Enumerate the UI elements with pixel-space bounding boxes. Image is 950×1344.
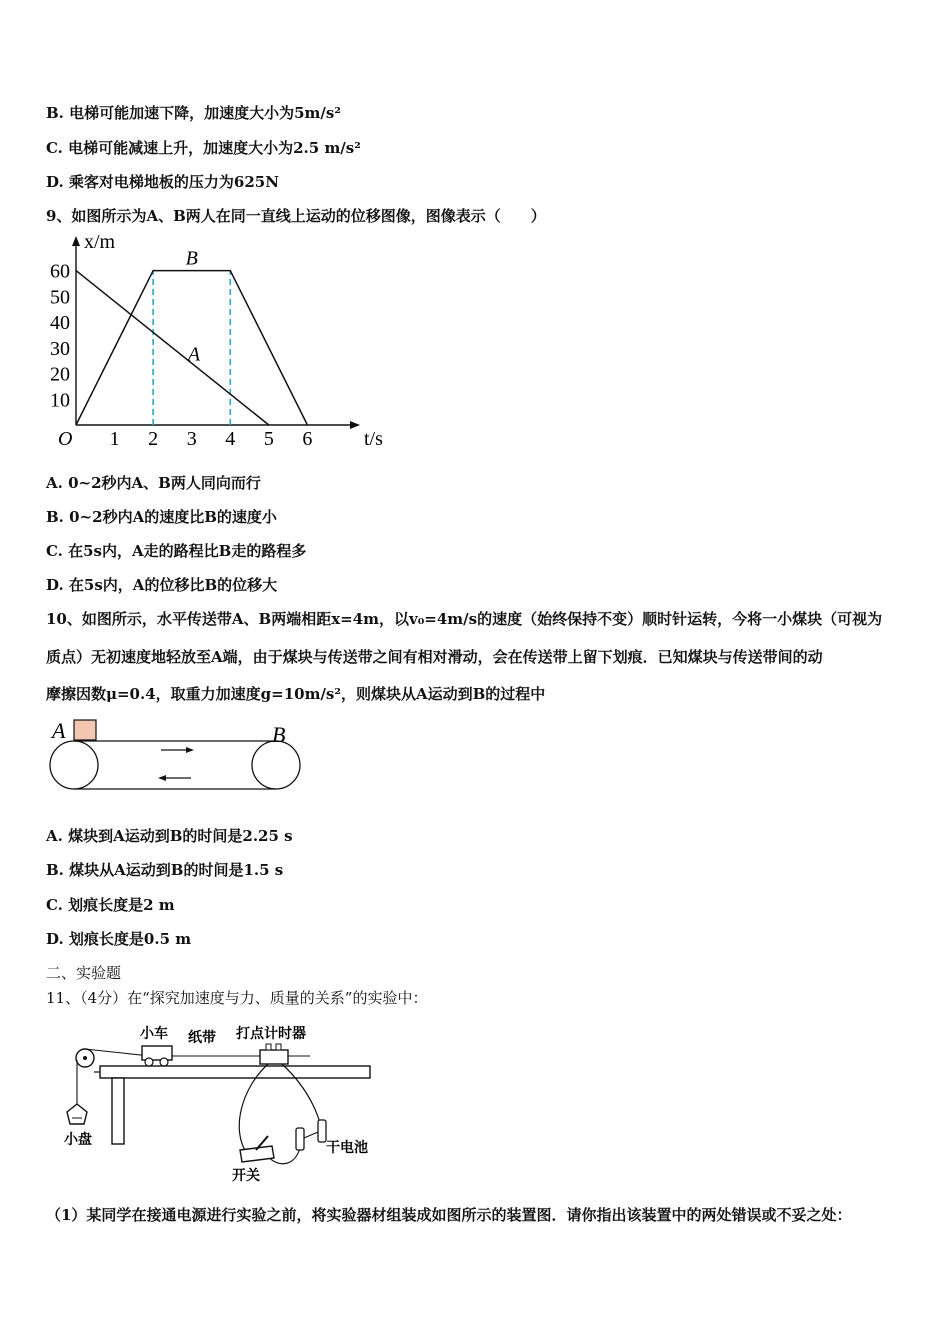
q9-axes [58,231,383,450]
label-timer: 打点计时器 [236,1027,306,1042]
conveyor-belt-figure [46,712,306,802]
x-tick-label: 5 [263,428,274,450]
y-tick-label: 30 [50,337,70,360]
table-leg [112,1078,124,1144]
q11-stem: 11、（4分）在“探究加速度与力、质量的关系”的实验中： [46,989,428,1007]
y-tick-label: 40 [50,312,70,335]
q10-stem-line3: 摩擦因数μ=0.4，取重力加速度g=10m/s²，则煤块从A运动到B的过程中 [46,685,546,703]
x-tick-label: 6 [302,428,313,450]
q9-option-c: C. 在5s内，A走的路程比B走的路程多 [46,542,307,560]
table-top [100,1066,370,1078]
section-heading: 二、实验题 [46,964,122,982]
dot-timer [260,1050,288,1064]
y-tick-label: 50 [50,286,70,309]
string-horizontal [85,1049,150,1056]
label-battery: 干电池 [326,1141,368,1156]
q10-option-d: D. 划痕长度是0.5 m [46,930,192,948]
q9-option-a: A. 0~2秒内A、B两人同向而行 [46,474,261,492]
q9-series [76,248,307,425]
x-axis-label: t/s [364,428,383,450]
x-tick-label: 1 [109,428,120,450]
origin-label: O [58,428,73,450]
pan-icon [67,1104,87,1124]
label-b: B [272,722,286,747]
q8-option-c: C. 电梯可能减速上升，加速度大小为2.5 m/s² [46,139,361,157]
y-tick-label: 60 [50,260,70,283]
q9-option-b: B. 0~2秒内A的速度比B的速度小 [46,508,277,526]
label-pan: 小盘 [64,1133,92,1148]
right-pulley [252,741,300,789]
series-line-a [76,271,269,425]
y-axis-arrow [72,236,80,246]
battery-1 [296,1128,304,1150]
q10-option-a: A. 煤块到A运动到B的时间是2.25 s [46,827,293,845]
x-tick-label: 2 [148,428,159,450]
q10-stem-line2: 质点）无初速度地轻放至A端，由于煤块与传送带之间有相对滑动，会在传送带上留下划痕．已知煤块与传送带间的动 [46,648,823,666]
experiment-apparatus-figure [60,1020,380,1185]
cart [142,1046,172,1060]
x-tick-label: 3 [186,428,197,450]
q9-option-d: D. 在5s内，A的位移比B的位移大 [46,576,278,594]
q10-option-b: B. 煤块从A运动到B的时间是1.5 s [46,861,284,879]
label-switch: 开关 [232,1169,260,1184]
series-label-a: A [187,343,201,366]
q10-option-c: C. 划痕长度是2 m [46,896,175,914]
battery-2 [318,1120,326,1142]
label-tape: 纸带 [188,1031,216,1046]
left-pulley [50,741,98,789]
q10-stem-line1: 10、如图所示，水平传送带A、B两端相距x=4m，以v₀=4m/s的速度（始终保持不变）顺时针运转，今将一小煤块（可视为 [46,610,883,628]
y-tick-label: 10 [50,389,70,412]
series-label-b: B [185,247,198,270]
label-a: A [52,718,66,743]
q11-sub1: （1）某同学在接通电源进行实验之前，将实验器材组装成如图所示的装置图．请你指出该装置中的两处错误或不妥之处： [46,1206,852,1224]
arrow-right-icon [161,747,194,753]
arrow-left-icon [158,775,191,781]
q8-option-b: B. 电梯可能加速下降，加速度大小为5m/s² [46,104,341,122]
q9-displacement-chart [40,231,383,455]
y-tick-label: 20 [50,363,70,386]
q8-option-d: D. 乘客对电梯地板的压力为625N [46,173,279,191]
q9-stem: 9、如图所示为A、B两人在同一直线上运动的位移图像，图像表示（ ） [46,207,546,225]
label-car: 小车 [140,1027,168,1042]
x-tick-label: 4 [225,428,236,450]
coal-block [74,720,96,740]
y-axis-label: x/m [84,231,116,253]
x-axis-arrow [350,421,360,429]
